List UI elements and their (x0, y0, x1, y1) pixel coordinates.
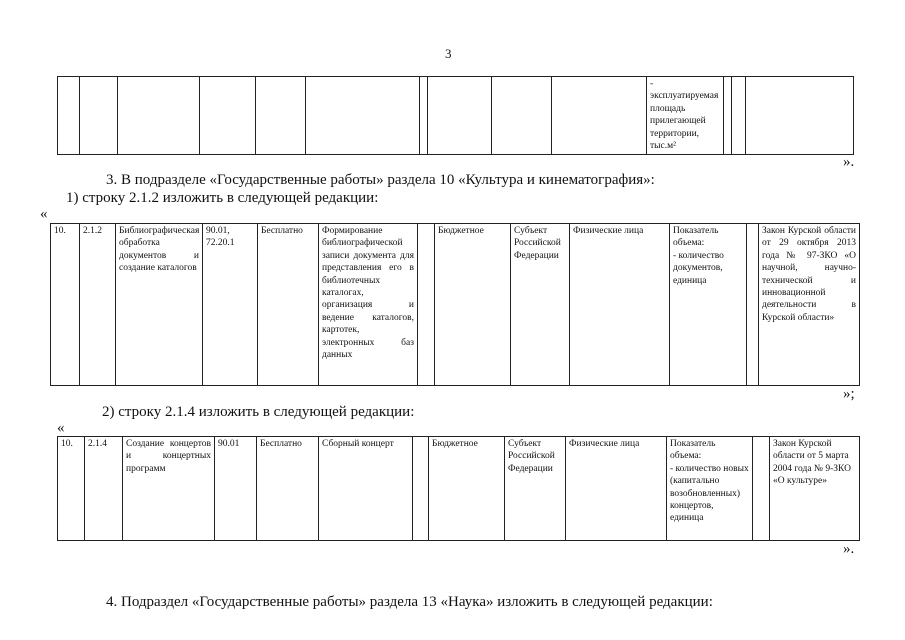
cell-institution: Бюджетное (435, 224, 511, 386)
top-table (57, 76, 854, 155)
cell-empty (747, 224, 759, 386)
cell-empty (256, 77, 306, 155)
subparagraph-2: 2) строку 2.1.4 изложить в следующей редакции: (102, 404, 415, 420)
cell-empty (80, 77, 118, 155)
cell-name: Библиографическая обработка документов и создание каталогов (116, 224, 203, 386)
cell-indicator: - эксплуатируемая площадь прилегающей территории, тыс.м² (647, 77, 724, 155)
cell-subject: Субъект Российской Федерации (511, 224, 570, 386)
cell-empty (58, 77, 80, 155)
cell-law: Закон Курской области от 29 октября 2013 года № 97-ЗКО «О научной, научно-технической и инновационной деятельности в Курской области» (759, 224, 860, 386)
subparagraph-1: 1) строку 2.1.2 изложить в следующей редакции: (66, 190, 379, 206)
cell-section: 10. (51, 224, 80, 386)
cell-empty (552, 77, 647, 155)
cell-empty (492, 77, 552, 155)
cell-empty (420, 77, 428, 155)
cell-payment: Бесплатно (258, 224, 319, 386)
top-table-closing: ». (843, 154, 855, 170)
cell-empty (428, 77, 492, 155)
row-214-closing: ». (843, 541, 855, 557)
row-214-table (57, 436, 860, 541)
cell-payment: Бесплатно (257, 437, 319, 541)
open-quote: « (40, 206, 48, 222)
cell-empty (200, 77, 256, 155)
cell-consumers: Физические лица (566, 437, 667, 541)
cell-law: Закон Курской области от 5 марта 2004 года № 9-ЗКО «О культуре» (770, 437, 860, 541)
cell-section: 10. (58, 437, 85, 541)
cell-okved: 90.01 (215, 437, 257, 541)
cell-empty (753, 437, 770, 541)
cell-consumers: Физические лица (570, 224, 670, 386)
row-212-closing: »; (843, 386, 855, 402)
page-number: 3 (445, 46, 452, 61)
cell-okved: 90.01, 72.20.1 (203, 224, 258, 386)
open-quote: « (57, 420, 65, 436)
row-212-table (50, 223, 860, 386)
cell-content: Формирование библиографической записи документа для представления его в библиотечных каталогах, организация и ведение каталогов, картотек, электронных баз данных (319, 224, 418, 386)
cell-subject: Субъект Российской Федерации (505, 437, 566, 541)
cell-indicator: Показатель объема: - количество документов, единица (670, 224, 747, 386)
cell-empty (732, 77, 746, 155)
cell-institution: Бюджетное (429, 437, 505, 541)
cell-empty (118, 77, 200, 155)
cell-content: Сборный концерт (319, 437, 413, 541)
cell-empty (418, 224, 435, 386)
cell-name: Создание концертов и концертных программ (123, 437, 215, 541)
cell-indicator: Показатель объема: - количество новых (капитально возобновленных) концертов, единица (667, 437, 753, 541)
cell-empty (724, 77, 732, 155)
cell-code: 2.1.2 (80, 224, 116, 386)
cell-empty (306, 77, 420, 155)
paragraph-3: 3. В подразделе «Государственные работы» раздела 10 «Культура и кинематография»: (106, 172, 655, 188)
cell-empty (746, 77, 854, 155)
cell-code: 2.1.4 (85, 437, 123, 541)
paragraph-4: 4. Подраздел «Государственные работы» раздела 13 «Наука» изложить в следующей редакции: (106, 594, 713, 610)
cell-empty (413, 437, 429, 541)
